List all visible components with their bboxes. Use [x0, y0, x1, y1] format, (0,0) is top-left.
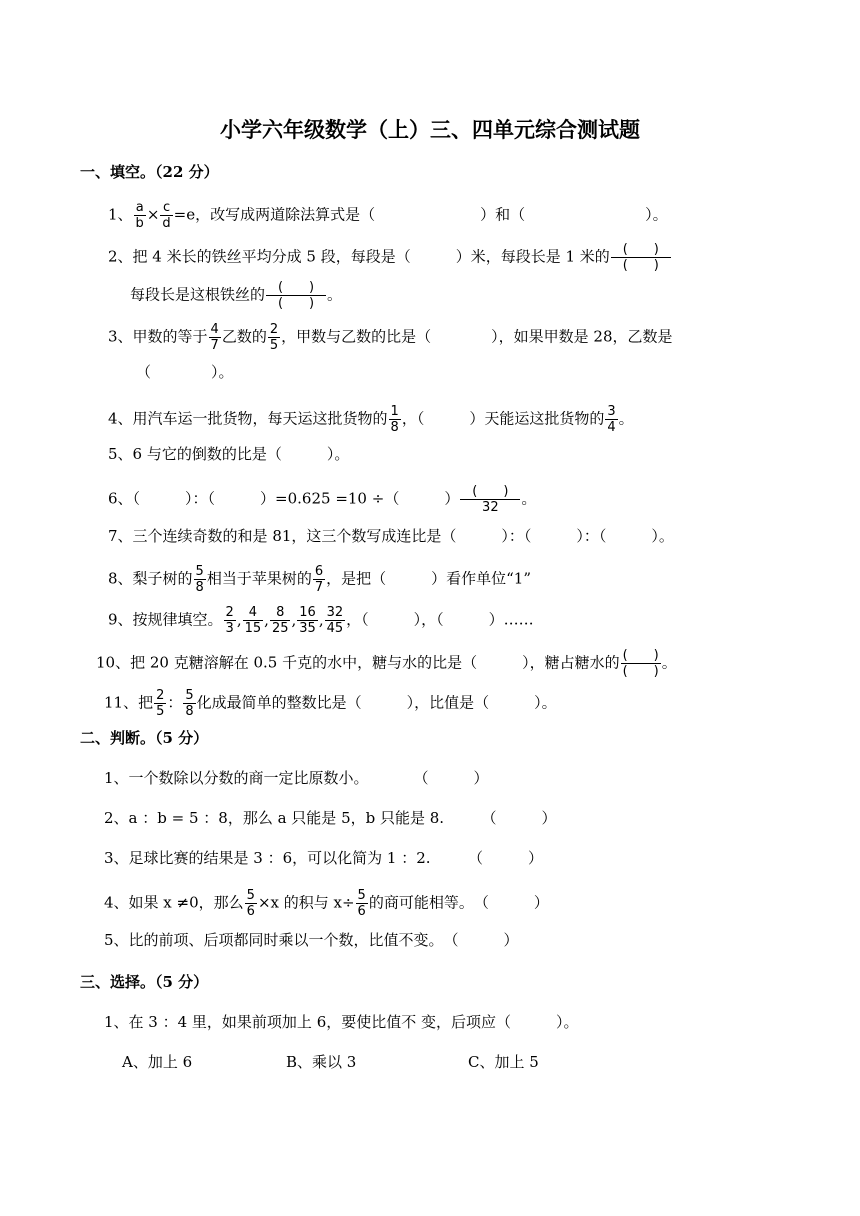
question-text: =e，改写成两道除法算式是（ ）和（ ）。	[173, 205, 668, 224]
denominator: 35	[299, 621, 316, 636]
question-text: 。	[521, 489, 537, 508]
denominator: 3	[225, 621, 234, 636]
denominator: 15	[244, 621, 262, 636]
sequence-fraction	[325, 605, 346, 636]
question-text: 8、梨子树的	[108, 569, 193, 588]
question-text: 的商可能相等。 （ ）	[368, 893, 549, 912]
blank-fraction[interactable]	[460, 484, 520, 515]
numerator: ( )	[266, 280, 326, 296]
option-a[interactable]: A、加上 6	[122, 1053, 193, 1071]
denominator: 7	[210, 338, 219, 353]
fraction	[160, 200, 172, 231]
question-1-3-continued: （ ）。	[136, 363, 234, 381]
judgment-5: 5、比的前项、后项都同时乘以一个数，比值不变。 （ ）	[104, 931, 519, 949]
denominator: 6	[246, 904, 255, 919]
judgment-1: 1、一个数除以分数的商一定比原数小。 （ ）	[104, 769, 489, 787]
question-text: 每段长是这根铁丝的	[130, 285, 266, 304]
numerator: 6	[314, 564, 324, 579]
numerator: c	[160, 200, 172, 216]
blank-fraction[interactable]	[621, 648, 661, 679]
fraction	[313, 564, 325, 595]
fraction	[389, 404, 401, 435]
option-b[interactable]: B、乘以 3	[286, 1053, 357, 1071]
numerator: 2	[225, 605, 234, 620]
numerator: ( )	[622, 648, 659, 663]
fraction	[194, 564, 206, 595]
sequence-fraction	[243, 605, 264, 636]
numerator: 2	[269, 322, 279, 337]
question-1-11	[104, 688, 557, 719]
fraction	[605, 404, 617, 435]
fraction	[154, 688, 166, 719]
question-1-7: 7、三个连续奇数的和是 81，这三个数写成连比是（ ）：（ ）：（ ）。	[108, 527, 674, 545]
denominator: 5	[156, 704, 165, 719]
numerator: 3	[607, 404, 616, 419]
operator: ×	[146, 205, 160, 224]
denominator: 25	[271, 621, 289, 636]
judgment-3: 3、足球比赛的结果是 3 ：6，可以化简为 1 ：2. （ ）	[104, 849, 544, 867]
question-text: 。	[661, 653, 677, 672]
numerator: 2	[156, 688, 165, 703]
question-1-2-continued	[130, 280, 342, 311]
section-fill-blanks-heading: 一、填空。（22 分）	[80, 163, 219, 181]
question-text: 10、把 20 克糖溶解在 0.5 千克的水中，糖与水的比是（ ），糖占糖水的	[96, 653, 620, 672]
separator: ,	[236, 610, 242, 629]
denominator: 6	[357, 904, 366, 919]
fraction	[245, 888, 257, 919]
sequence-fraction	[297, 605, 318, 636]
denominator: 7	[314, 580, 324, 595]
question-text: ，（ ）天能运这批货物的	[401, 409, 605, 428]
separator: ,	[264, 610, 269, 629]
denominator: 4	[607, 420, 616, 435]
sequence-fraction	[224, 605, 236, 636]
question-text: 4、用汽车运一批货物，每天运这批货物的	[108, 409, 388, 428]
question-text: 9、按规律填空。	[108, 610, 223, 629]
numerator: 5	[195, 564, 204, 579]
fraction	[209, 322, 221, 353]
numerator: 4	[210, 322, 219, 337]
section-judgment-heading: 二、判断。（5 分）	[80, 729, 209, 747]
choice-1: 1、在 3 ：4 里，如果前项加上 6，要使比值不 变，后项应（ ）。	[104, 1013, 579, 1031]
denominator: ( )	[622, 258, 659, 273]
judgment-2: 2、a ：b = 5 ：8，那么 a 只能是 5，b 只能是 8. （ ）	[104, 809, 557, 827]
separator: ,	[291, 610, 297, 629]
judgment-4	[104, 888, 549, 919]
colon: ：	[167, 693, 183, 712]
numerator: a	[134, 200, 146, 216]
numerator: 32	[326, 605, 344, 620]
numerator: 8	[270, 605, 291, 621]
question-text: 3、甲数的等于	[108, 327, 208, 346]
question-text: 1、	[108, 205, 133, 224]
question-text: 相当于苹果树的	[206, 569, 312, 588]
question-text: 。	[618, 409, 634, 428]
question-text: 乙数的	[221, 327, 267, 346]
question-1-1	[108, 200, 668, 231]
denominator: 8	[185, 704, 194, 719]
numerator: 5	[357, 888, 366, 903]
question-1-9	[108, 605, 534, 636]
question-text: 6、（ ）：（ ）=0.625 =10 ÷（ ）	[108, 489, 460, 508]
numerator: 5	[246, 888, 255, 903]
denominator: 45	[326, 621, 344, 636]
denominator: ( )	[622, 664, 659, 679]
denominator: 5	[269, 338, 279, 353]
sequence-fraction	[270, 605, 291, 636]
question-1-5: 5、6 与它的倒数的比是（ ）。	[108, 445, 350, 463]
denominator: 32	[482, 500, 499, 515]
numerator: 5	[185, 688, 194, 703]
question-text: 。	[327, 285, 343, 304]
question-1-2	[108, 242, 672, 273]
denominator: ( )	[277, 296, 315, 311]
question-1-3	[108, 322, 672, 353]
fraction	[268, 322, 280, 353]
denominator: 8	[195, 580, 204, 595]
question-1-4	[108, 404, 634, 435]
numerator: 4	[243, 605, 264, 621]
page-title: 小学六年级数学（上）三、四单元综合测试题	[220, 117, 640, 142]
question-text: ，甲数与乙数的比是（ ），如果甲数是 28，乙数是	[281, 327, 673, 346]
blank-fraction[interactable]	[266, 280, 326, 311]
numerator: 16	[299, 605, 316, 620]
fraction	[356, 888, 368, 919]
option-c[interactable]: C、加上 5	[468, 1053, 539, 1071]
denominator: b	[135, 216, 144, 231]
numerator: 1	[390, 404, 399, 419]
blank-fraction[interactable]	[611, 242, 671, 273]
question-text: 11、把	[104, 693, 154, 712]
denominator: d	[162, 216, 171, 231]
question-1-6	[108, 484, 536, 515]
question-text: 2、把 4 米长的铁丝平均分成 5 段，每段是（ ）米，每段长是 1 米的	[108, 247, 610, 266]
question-text: 化成最简单的整数比是（ ），比值是（ ）。	[196, 693, 557, 712]
question-1-10	[96, 648, 677, 679]
question-text: ×x 的积与 x÷	[257, 893, 355, 912]
fraction	[183, 688, 195, 719]
question-text: ，（ ），（ ）……	[346, 610, 534, 629]
fraction-sequence	[223, 605, 347, 636]
question-text: ，是把（ ）看作单位“1”	[326, 569, 532, 588]
numerator: ( )	[611, 242, 671, 258]
section-choice-heading: 三、选择。（5 分）	[80, 973, 209, 991]
question-1-8	[108, 564, 531, 595]
numerator: ( )	[460, 484, 520, 500]
denominator: 8	[390, 420, 399, 435]
question-text: 4、如果 x ≠0，那么	[104, 893, 244, 912]
fraction	[134, 200, 146, 231]
separator: ,	[318, 610, 324, 629]
